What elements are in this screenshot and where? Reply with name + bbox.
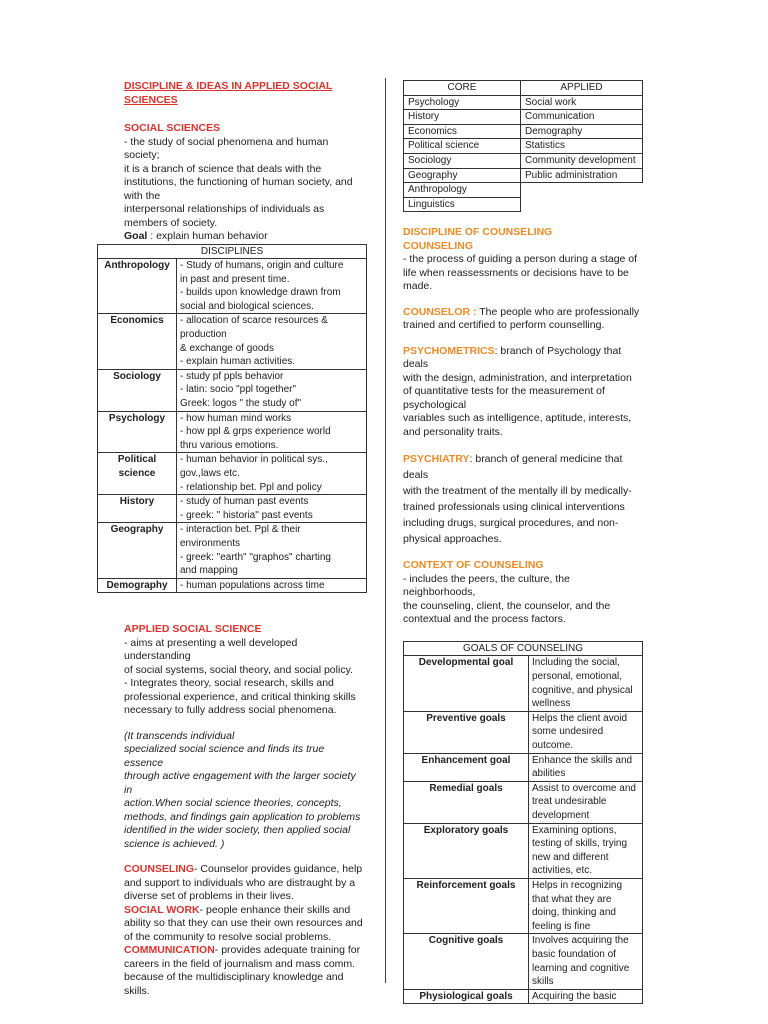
desc-line: - builds upon knowledge drawn from [180, 287, 341, 299]
goal-line [124, 230, 364, 244]
table-row [98, 495, 367, 523]
text-line [124, 944, 364, 958]
text-line [403, 451, 643, 483]
goal-desc [529, 711, 643, 753]
table-row [98, 453, 367, 495]
counseling-heading: COUNSELING [403, 239, 474, 252]
table-row [404, 711, 643, 753]
desc-line: skills [532, 976, 554, 988]
desc-line: wellness [532, 698, 571, 710]
applied-fields [124, 863, 364, 998]
applied-header: APPLIED [521, 81, 643, 96]
applied-text [124, 637, 364, 718]
table-row [98, 578, 367, 593]
text-line: - aims at presenting a well developed understanding [124, 636, 298, 663]
desc-line: that what they are [532, 893, 612, 905]
text-line [403, 385, 643, 399]
text-line [403, 426, 643, 440]
goal-desc [529, 656, 643, 711]
field-text: with the design, administration, and interpretation [403, 371, 632, 384]
goal-desc [529, 753, 643, 781]
disciplines-header: DISCIPLINES [98, 244, 367, 259]
table-row [404, 823, 643, 878]
text-line [403, 372, 643, 386]
page-title: DISCIPLINE & IDEAS IN APPLIED SOCIAL SCIENCES [124, 80, 333, 106]
text-line: the counseling, client, the counselor, and the [403, 599, 611, 612]
table-row [98, 369, 367, 411]
desc-line: basic foundation of [532, 948, 616, 960]
table-row [404, 124, 643, 139]
core-cell: Political science [404, 139, 521, 154]
desc-line: - how ppl & grps experience world [180, 426, 331, 438]
core-cell: Economics [404, 124, 521, 139]
discipline-name: Economics [98, 314, 177, 369]
field-text: including drugs, surgical procedures, and non- [403, 517, 619, 530]
table-row [404, 197, 643, 212]
applied-heading: APPLIED SOCIAL SCIENCE [124, 623, 262, 636]
desc-line: - how human mind works [180, 412, 292, 424]
left-column [104, 80, 364, 998]
field-label: PSYCHOMETRICS [403, 344, 495, 357]
desc-line: feeling is fine [532, 920, 591, 932]
desc-line: - Study of humans, origin and culture [180, 260, 344, 272]
goal-desc [529, 989, 643, 1004]
text-line: with the [124, 189, 161, 202]
discipline-desc [177, 259, 367, 314]
right-column [403, 80, 643, 1004]
desc-line: in past and present time. [180, 273, 290, 285]
text-line: identified in the wider society, then applied social [124, 824, 351, 837]
text-line: interpersonal relationships of individuals as [124, 203, 325, 215]
discipline-desc [177, 523, 367, 578]
field-text: : branch of general medicine that deals [403, 453, 623, 482]
discipline-desc [177, 495, 367, 523]
goal-desc [529, 934, 643, 989]
goal-name: Enhancement goal [404, 753, 529, 781]
desc-line: - human populations across time [180, 579, 325, 591]
field-text: skills. [124, 984, 150, 997]
goal-desc [529, 781, 643, 823]
desc-line: Acquiring the basic [532, 990, 617, 1002]
text-line: action.When social science theories, concepts, [124, 797, 342, 810]
context-text [403, 573, 643, 627]
text-line: made. [403, 280, 433, 293]
goal-name: Cognitive goals [404, 934, 529, 989]
text-line: professional experience, and critical thinking skills [124, 690, 356, 703]
discipline-desc [177, 369, 367, 411]
table-row [404, 781, 643, 823]
core-cell: History [404, 110, 521, 125]
discipline-name: History [98, 495, 177, 523]
desc-line: - explain human activities. [180, 356, 296, 368]
text-line [403, 499, 643, 515]
text-line: methods, and findings gain application to problems [124, 810, 361, 823]
field-label: COMMUNICATION [124, 944, 215, 957]
goal-name: Preventive goals [404, 711, 529, 753]
counseling-text [403, 253, 643, 294]
field-text: diverse set of problems in their lives. [124, 890, 294, 903]
text-line: science is achieved. ) [124, 837, 225, 850]
applied-field [124, 863, 364, 904]
core-cell: Geography [404, 168, 521, 183]
field-text: trained and certified to perform counselling. [403, 319, 605, 332]
psychometrics-text [403, 345, 643, 440]
text-line [124, 985, 364, 999]
field-text: - provides adequate training for [214, 944, 361, 957]
desc-line: - greek: " historia" past events [180, 509, 313, 521]
table-row [404, 95, 643, 110]
field-text: and personality traits. [403, 425, 503, 438]
field-text: - Counselor provides guidance, help [194, 863, 363, 876]
desc-line: Including the social, [532, 657, 620, 669]
desc-line: & exchange of goods [180, 342, 274, 354]
text-line [403, 412, 643, 426]
field-text: The people who are professionally [476, 305, 640, 318]
disciplines-table [97, 244, 367, 594]
discipline-name: Political science [98, 453, 177, 495]
core-header: CORE [404, 81, 521, 96]
goal-desc [529, 823, 643, 878]
core-cell: Anthropology [404, 183, 521, 198]
goal-name: Reinforcement goals [404, 878, 529, 933]
desc-line: - greek: "earth" "graphos" charting [180, 551, 331, 563]
field-text: - people enhance their skills and [199, 903, 351, 916]
table-row [98, 523, 367, 578]
table-row [404, 139, 643, 154]
text-line: members of society. [124, 216, 218, 229]
core-cell: Linguistics [404, 197, 521, 212]
desc-line: social and biological sciences. [180, 300, 314, 312]
text-line: through active engagement with the larger society in [124, 770, 356, 796]
table-row [404, 168, 643, 183]
goals-header: GOALS OF COUNSELING [404, 641, 643, 656]
text-line [124, 904, 364, 918]
core-cell: Sociology [404, 153, 521, 168]
goal-desc [529, 878, 643, 933]
field-label: COUNSELOR : [403, 305, 477, 318]
field-text: physical approaches. [403, 533, 502, 546]
text-line [403, 399, 643, 413]
field-text: careers in the field of journalism and mass comm. [124, 957, 356, 970]
goal-text: : explain human behavior [147, 230, 268, 242]
desc-line: - relationship bet. Ppl and policy [180, 481, 322, 493]
desc-line: some undesired [532, 726, 604, 738]
applied-cell: Statistics [521, 139, 643, 154]
applied-field [124, 944, 364, 998]
desc-line: treat undesirable [532, 796, 607, 808]
field-text: ability so that they can use their own resources and [124, 917, 363, 930]
field-text: and support to individuals who are distraught by a [124, 876, 356, 889]
applied-cell: Public administration [521, 168, 643, 183]
goal-label: Goal [124, 230, 148, 242]
text-line: institutions, the functioning of human society, and [124, 176, 353, 188]
discipline-desc [177, 411, 367, 453]
desc-line: Assist to overcome and [532, 782, 636, 794]
text-line [403, 345, 643, 372]
text-line: contextual and the process factors. [403, 613, 566, 626]
desc-line: cognitive, and physical [532, 684, 633, 696]
table-row [404, 989, 643, 1004]
field-label: COUNSELING [124, 863, 195, 876]
field-text: because of the multidisciplinary knowledge and [124, 971, 344, 984]
text-line: - Integrates theory, social research, skills and [124, 677, 334, 690]
psychiatry-text [403, 451, 643, 547]
text-line [403, 483, 643, 499]
social-sciences-heading: SOCIAL SCIENCES [124, 122, 221, 134]
desc-line: testing of skills, trying [532, 838, 628, 850]
text-line: - the study of social phenomena and human society; [124, 135, 329, 161]
text-line [124, 877, 364, 891]
desc-line: doing, thinking and [532, 907, 616, 919]
text-line: - includes the peers, the culture, the neighborhoods, [403, 572, 570, 599]
text-line: necessary to fully address social phenomena. [124, 704, 337, 717]
field-text: trained professionals using clinical interventions [403, 501, 625, 514]
goals-table [403, 641, 643, 1004]
field-text: of quantitative tests for the measurement of [403, 385, 605, 398]
context-heading: CONTEXT OF COUNSELING [403, 559, 544, 572]
desc-line: - latin: socio "ppl together" [180, 384, 297, 396]
goal-name: Physiological goals [404, 989, 529, 1004]
desc-line: Enhance the skills and [532, 754, 633, 766]
table-row [404, 753, 643, 781]
text-line [403, 531, 643, 547]
desc-line: gov.,laws etc. [180, 468, 240, 479]
text-line [403, 306, 643, 320]
text-line: (It transcends individual [124, 729, 235, 742]
field-text: of the community to resolve social problems. [124, 930, 332, 943]
desc-line: abilities [532, 768, 566, 780]
discipline-name: Demography [98, 578, 177, 593]
discipline-desc [177, 314, 367, 369]
discipline-desc [177, 453, 367, 495]
desc-line: Greek: logos " the study of" [180, 398, 302, 410]
counseling-discipline-heading: DISCIPLINE OF COUNSELING [403, 226, 553, 239]
goal-name: Remedial goals [404, 781, 529, 823]
table-row [404, 110, 643, 125]
goal-name: Developmental goal [404, 656, 529, 711]
table-row [98, 411, 367, 453]
text-line [124, 958, 364, 972]
table-row [404, 878, 643, 933]
core-applied-table [403, 80, 643, 212]
text-line: of social systems, social theory, and social policy. [124, 663, 353, 676]
desc-line: - allocation of scarce resources & [180, 315, 328, 327]
desc-line: new and different [532, 851, 609, 863]
applied-cell: Communication [521, 110, 643, 125]
field-text: with the treatment of the mentally ill by medically- [403, 485, 632, 498]
applied-cell: Social work [521, 95, 643, 110]
discipline-name: Psychology [98, 411, 177, 453]
text-line [403, 515, 643, 531]
desc-line: - study pf ppls behavior [180, 370, 284, 382]
discipline-name: Geography [98, 523, 177, 578]
table-row [404, 656, 643, 711]
desc-line: and mapping [180, 565, 238, 577]
desc-line: Examining options, [532, 824, 617, 836]
text-line [124, 971, 364, 985]
desc-line: environments [180, 537, 241, 549]
field-text: psychological [403, 398, 467, 411]
discipline-name: Sociology [98, 369, 177, 411]
counselor-text [403, 306, 643, 333]
column-divider [385, 78, 386, 983]
field-label: SOCIAL WORK [124, 903, 200, 916]
table-row [404, 153, 643, 168]
applied-cell: Community development [521, 153, 643, 168]
table-row [404, 183, 643, 198]
desc-line: Involves acquiring the [532, 935, 629, 947]
desc-line: development [532, 809, 590, 821]
applied-cell: Demography [521, 124, 643, 139]
text-line [403, 319, 643, 333]
field-text: : branch of Psychology that deals [403, 344, 622, 371]
text-line: it is a branch of science that deals with the [124, 162, 322, 175]
desc-line: learning and cognitive [532, 962, 630, 974]
desc-line: activities, etc. [532, 865, 593, 877]
text-line: - the process of guiding a person during a stage of [403, 253, 638, 266]
table-row [98, 259, 367, 314]
text-line [124, 931, 364, 945]
table-row [404, 934, 643, 989]
desc-line: - human behavior in political sys., [180, 454, 328, 466]
field-text: variables such as intelligence, aptitude, interests, [403, 412, 632, 425]
goal-name: Exploratory goals [404, 823, 529, 878]
text-line [124, 917, 364, 931]
core-cell: Psychology [404, 95, 521, 110]
applied-italic-text [124, 730, 364, 852]
social-sciences-text [124, 136, 364, 231]
desc-line: outcome. [532, 740, 574, 751]
desc-line: thru various emotions. [180, 439, 279, 451]
desc-line: personal, emotional, [532, 671, 623, 683]
discipline-name: Anthropology [98, 259, 177, 314]
text-line [124, 890, 364, 904]
field-label: PSYCHIATRY [403, 453, 470, 466]
text-line: life when reassessments or decisions have to be [403, 266, 629, 279]
desc-line: Helps in recognizing [532, 879, 623, 891]
desc-line: Helps the client avoid [532, 712, 628, 724]
text-line: specialized social science and finds its true essence [124, 743, 325, 769]
applied-field [124, 904, 364, 945]
text-line [124, 863, 364, 877]
desc-line: - interaction bet. Ppl & their [180, 524, 301, 536]
desc-line: production [180, 329, 227, 341]
desc-line: - study of human past events [180, 496, 309, 508]
discipline-desc [177, 578, 367, 593]
table-row [98, 314, 367, 369]
